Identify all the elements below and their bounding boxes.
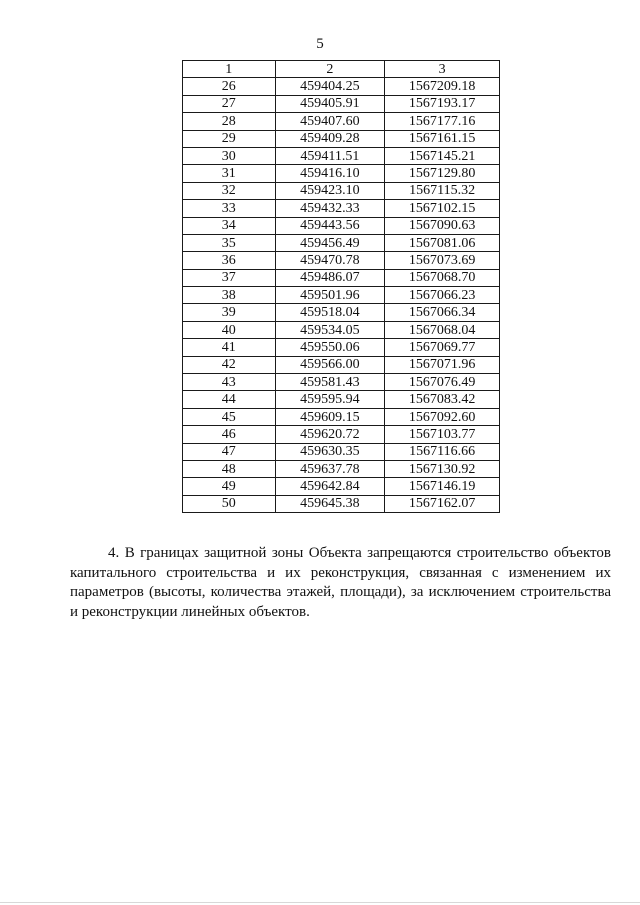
x-coordinate-cell: 459407.60 xyxy=(275,113,385,130)
table-row xyxy=(183,339,500,356)
point-number-cell: 45 xyxy=(183,408,276,425)
x-coordinate-cell: 459550.06 xyxy=(275,339,385,356)
table-row xyxy=(183,321,500,338)
y-coordinate-cell: 1567161.15 xyxy=(385,130,500,147)
table-body xyxy=(183,78,500,513)
point-number-cell: 27 xyxy=(183,95,276,112)
x-coordinate-cell: 459411.51 xyxy=(275,147,385,164)
table-row xyxy=(183,495,500,512)
point-number-cell: 34 xyxy=(183,217,276,234)
x-coordinate-cell: 459456.49 xyxy=(275,234,385,251)
x-coordinate-cell: 459645.38 xyxy=(275,495,385,512)
point-number-cell: 40 xyxy=(183,321,276,338)
point-number-cell: 50 xyxy=(183,495,276,512)
x-coordinate-cell: 459423.10 xyxy=(275,182,385,199)
y-coordinate-cell: 1567145.21 xyxy=(385,147,500,164)
point-number-cell: 37 xyxy=(183,269,276,286)
y-coordinate-cell: 1567162.07 xyxy=(385,495,500,512)
point-number-cell: 26 xyxy=(183,78,276,95)
point-number-cell: 48 xyxy=(183,460,276,477)
x-coordinate-cell: 459642.84 xyxy=(275,478,385,495)
y-coordinate-cell: 1567068.04 xyxy=(385,321,500,338)
y-coordinate-cell: 1567090.63 xyxy=(385,217,500,234)
x-coordinate-cell: 459409.28 xyxy=(275,130,385,147)
y-coordinate-cell: 1567071.96 xyxy=(385,356,500,373)
restriction-paragraph: 4. В границах защитной зоны Объекта запрещаются строительство объектов капитального строительства и их реконструкция, связанная с изменением их параметров (высоты, количества этажей, площади), за исключением строительства и реконструкции линейных объектов. xyxy=(70,545,611,620)
table-row xyxy=(183,287,500,304)
point-number-cell: 28 xyxy=(183,113,276,130)
table-row xyxy=(183,78,500,95)
y-coordinate-cell: 1567083.42 xyxy=(385,391,500,408)
table-row xyxy=(183,408,500,425)
x-coordinate-cell: 459470.78 xyxy=(275,252,385,269)
y-coordinate-cell: 1567066.34 xyxy=(385,304,500,321)
x-coordinate-cell: 459501.96 xyxy=(275,287,385,304)
x-coordinate-cell: 459404.25 xyxy=(275,78,385,95)
y-coordinate-cell: 1567073.69 xyxy=(385,252,500,269)
y-coordinate-cell: 1567103.77 xyxy=(385,426,500,443)
y-coordinate-cell: 1567069.77 xyxy=(385,339,500,356)
y-coordinate-cell: 1567177.16 xyxy=(385,113,500,130)
point-number-cell: 42 xyxy=(183,356,276,373)
point-number-cell: 49 xyxy=(183,478,276,495)
page-number: 5 xyxy=(316,36,324,52)
x-coordinate-cell: 459630.35 xyxy=(275,443,385,460)
point-number-cell: 41 xyxy=(183,339,276,356)
point-number-cell: 47 xyxy=(183,443,276,460)
y-coordinate-cell: 1567209.18 xyxy=(385,78,500,95)
table-row xyxy=(183,147,500,164)
point-number-cell: 32 xyxy=(183,182,276,199)
table-row xyxy=(183,95,500,112)
scan-edge-line xyxy=(0,902,640,903)
y-coordinate-cell: 1567102.15 xyxy=(385,200,500,217)
table-row xyxy=(183,426,500,443)
table-row xyxy=(183,113,500,130)
x-coordinate-cell: 459637.78 xyxy=(275,460,385,477)
y-coordinate-cell: 1567068.70 xyxy=(385,269,500,286)
x-coordinate-cell: 459534.05 xyxy=(275,321,385,338)
point-number-cell: 39 xyxy=(183,304,276,321)
table-row xyxy=(183,443,500,460)
column-header-point: 1 xyxy=(183,61,276,78)
y-coordinate-cell: 1567193.17 xyxy=(385,95,500,112)
table-row xyxy=(183,460,500,477)
table-row xyxy=(183,391,500,408)
table-row xyxy=(183,374,500,391)
table-row xyxy=(183,182,500,199)
y-coordinate-cell: 1567092.60 xyxy=(385,408,500,425)
x-coordinate-cell: 459443.56 xyxy=(275,217,385,234)
point-number-cell: 36 xyxy=(183,252,276,269)
table-row xyxy=(183,200,500,217)
x-coordinate-cell: 459581.43 xyxy=(275,374,385,391)
point-number-cell: 29 xyxy=(183,130,276,147)
table-row xyxy=(183,252,500,269)
x-coordinate-cell: 459620.72 xyxy=(275,426,385,443)
table-row xyxy=(183,234,500,251)
table-row xyxy=(183,356,500,373)
y-coordinate-cell: 1567115.32 xyxy=(385,182,500,199)
x-coordinate-cell: 459566.00 xyxy=(275,356,385,373)
table-row xyxy=(183,269,500,286)
column-header-y: 3 xyxy=(385,61,500,78)
table-row xyxy=(183,165,500,182)
point-number-cell: 43 xyxy=(183,374,276,391)
y-coordinate-cell: 1567076.49 xyxy=(385,374,500,391)
x-coordinate-cell: 459595.94 xyxy=(275,391,385,408)
column-header-x: 2 xyxy=(275,61,385,78)
x-coordinate-cell: 459518.04 xyxy=(275,304,385,321)
y-coordinate-cell: 1567066.23 xyxy=(385,287,500,304)
point-number-cell: 44 xyxy=(183,391,276,408)
point-number-cell: 38 xyxy=(183,287,276,304)
y-coordinate-cell: 1567116.66 xyxy=(385,443,500,460)
point-number-cell: 31 xyxy=(183,165,276,182)
table-row xyxy=(183,217,500,234)
point-number-cell: 46 xyxy=(183,426,276,443)
x-coordinate-cell: 459486.07 xyxy=(275,269,385,286)
table-header-row xyxy=(183,61,500,78)
point-number-cell: 35 xyxy=(183,234,276,251)
x-coordinate-cell: 459405.91 xyxy=(275,95,385,112)
table-row xyxy=(183,130,500,147)
x-coordinate-cell: 459609.15 xyxy=(275,408,385,425)
y-coordinate-cell: 1567130.92 xyxy=(385,460,500,477)
y-coordinate-cell: 1567129.80 xyxy=(385,165,500,182)
point-number-cell: 30 xyxy=(183,147,276,164)
table-row xyxy=(183,478,500,495)
y-coordinate-cell: 1567146.19 xyxy=(385,478,500,495)
x-coordinate-cell: 459432.33 xyxy=(275,200,385,217)
coordinates-table xyxy=(182,60,500,513)
y-coordinate-cell: 1567081.06 xyxy=(385,234,500,251)
table-row xyxy=(183,304,500,321)
x-coordinate-cell: 459416.10 xyxy=(275,165,385,182)
point-number-cell: 33 xyxy=(183,200,276,217)
